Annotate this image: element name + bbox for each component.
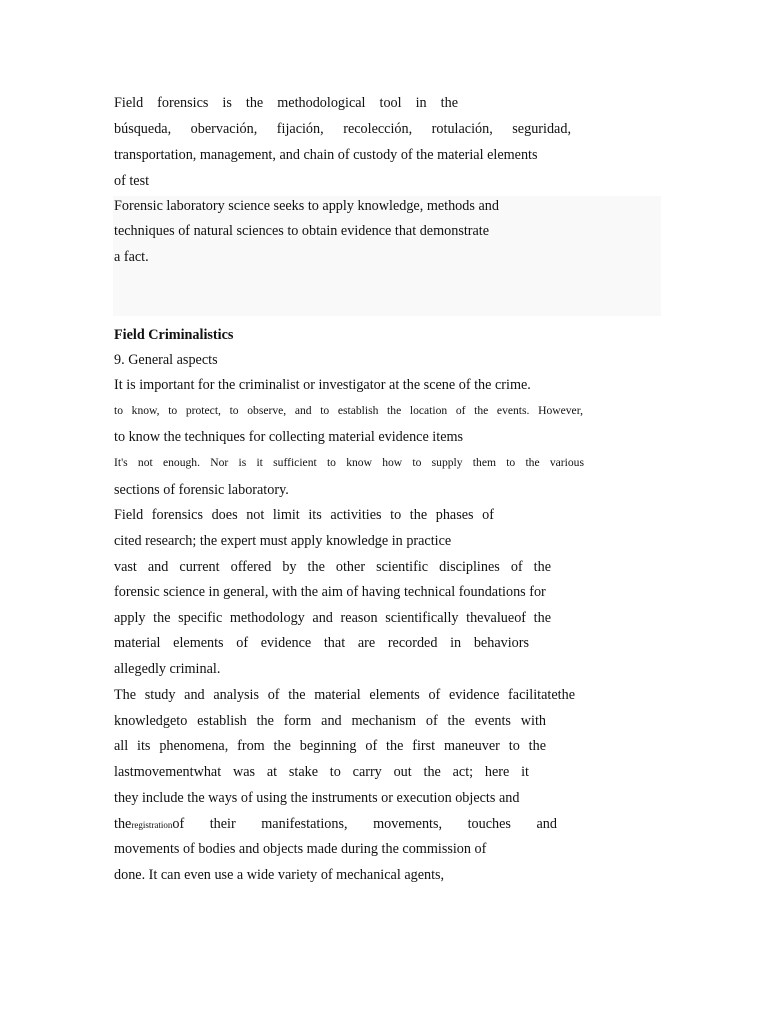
body-line-5: sections of forensic laboratory. [114,482,289,498]
body-line-13: The study and analysis of the material elements of evidence facilitatethe [114,687,575,703]
intro-line-2: búsqueda, obervación, fijación, recolección, rotulación, seguridad, [114,121,571,137]
body-line-7: cited research; the expert must apply knowledge in practice [114,533,452,549]
intro-line-4: of test [114,173,150,189]
inline-small-word: registration [131,820,173,830]
body-line-17: they include the ways of using the instruments or execution objects and [114,790,520,806]
body-line-6: Field forensics does not limit its activities to the phases of [114,507,494,523]
intro-line-1: Field forensics is the methodological tool in the [114,95,458,111]
body-line-1: It is important for the criminalist or investigator at the scene of the crime. [114,377,531,393]
body-line-16: lastmovementwhat was at stake to carry out the act; here it [114,764,529,780]
intro-line-3: transportation, management, and chain of custody of the material elements [114,147,538,163]
intro-line-5: Forensic laboratory science seeks to apply knowledge, methods and [114,198,499,214]
body-line-8: vast and current offered by the other scientific disciplines of the [114,559,551,575]
body-line-3: to know the techniques for collecting material evidence items [114,429,464,445]
body-line-10: apply the specific methodology and reason scientifically thevalueof the [114,610,551,626]
intro-line-7: a fact. [114,249,149,265]
body-line-11: material elements of evidence that are recorded in behaviors [114,635,529,651]
body-line-12: allegedly criminal. [114,661,221,677]
body-line-18 [114,815,557,834]
body-line-15: all its phenomena, from the beginning of the first maneuver to the [114,738,546,754]
body-line-14: knowledgeto establish the form and mechanism of the events with [114,713,546,729]
body-line-19: movements of bodies and objects made during the commission of [114,841,487,857]
body-line-18-start: the [114,816,132,832]
section-heading: Field Criminalistics [114,327,234,343]
body-line-18-rest: of their manifestations, movements, touches and [172,816,557,832]
body-line-2: to know, to protect, to observe, and to establish the location of the events. However, [114,404,583,417]
body-line-4: It's not enough. Nor is it sufficient to know how to supply them to the various [114,456,584,469]
body-line-9: forensic science in general, with the aim of having technical foundations for [114,584,546,600]
intro-line-6: techniques of natural sciences to obtain evidence that demonstrate [114,223,490,239]
body-line-20: done. It can even use a wide variety of mechanical agents, [114,867,445,883]
section-subheading: 9. General aspects [114,352,218,368]
